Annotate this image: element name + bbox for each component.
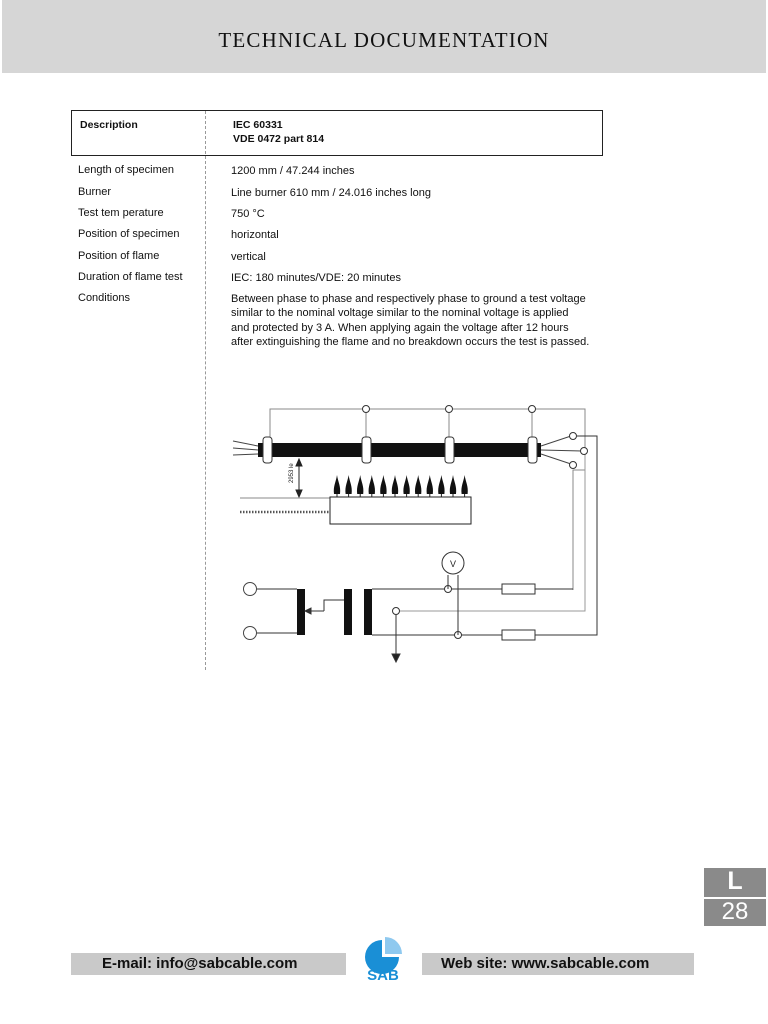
spec-label: Position of flame <box>78 250 160 262</box>
spec-row-conditions <box>78 292 608 352</box>
spec-value <box>231 164 611 178</box>
spec-value-line: Between phase to phase and respectively phase to ground a test voltage <box>231 293 586 305</box>
flame <box>403 475 409 494</box>
supply-terminals <box>244 583 257 640</box>
spec-value-line: horizontal <box>231 229 279 241</box>
footer-website[interactable]: Web site: www.sabcable.com <box>441 955 650 972</box>
flame <box>392 475 398 494</box>
footer-email[interactable]: E-mail: info@sabcable.com <box>102 955 298 972</box>
ground-wire <box>396 455 585 611</box>
sab-logo <box>346 934 422 986</box>
test-circuit-diagram <box>228 398 608 668</box>
spec-value-line: Line burner 610 mm / 24.016 inches long <box>231 187 431 199</box>
section-letter: L <box>727 867 743 895</box>
spec-value <box>231 207 611 221</box>
standard-iec: IEC 60331 <box>233 119 283 131</box>
spec-value <box>231 186 611 200</box>
spec-value-line: vertical <box>231 251 266 263</box>
distance-dimension <box>296 459 302 497</box>
voltmeter-wires <box>448 575 458 635</box>
transformer-slider <box>305 600 344 614</box>
spec-row-flame-duration <box>78 271 608 291</box>
page-number: 28 <box>721 898 749 925</box>
burner <box>240 497 471 524</box>
spec-row-burner <box>78 186 608 206</box>
spec-label: Burner <box>78 186 112 198</box>
standard-vde: VDE 0472 part 814 <box>233 133 325 145</box>
flame <box>461 475 467 494</box>
flame <box>427 475 433 494</box>
spec-row-specimen-position <box>78 228 608 248</box>
flame <box>334 475 340 494</box>
flame <box>450 475 456 494</box>
spec-value <box>231 271 611 285</box>
spec-value-line: and protected by 3 A. When applying again the voltage after 12 hours <box>231 321 569 334</box>
logo-text: SAB <box>367 967 399 984</box>
spec-label: Duration of flame test <box>78 271 183 283</box>
spec-value-line: after extinguishing the flame and no breakdown occurs the test is passed. <box>231 335 590 348</box>
page-tab <box>704 868 766 926</box>
flame <box>415 475 421 494</box>
cable-right-wires <box>541 436 582 464</box>
flame <box>369 475 375 494</box>
spec-value-line: 750 °C <box>231 208 265 220</box>
spec-row-temperature <box>78 207 608 227</box>
flame <box>345 475 351 494</box>
column-divider-header <box>205 111 206 154</box>
spec-label: Test tem perature <box>78 207 164 219</box>
spec-row-flame-position <box>78 250 608 270</box>
spec-row-length <box>78 164 608 184</box>
spec-value <box>231 228 611 242</box>
spec-value-line: IEC: 180 minutes/VDE: 20 minutes <box>231 272 401 284</box>
page-title: TECHNICAL DOCUMENTATION <box>218 28 550 52</box>
flame <box>380 475 386 494</box>
header-description-label: Description <box>80 119 138 131</box>
distance-label: 2953 le <box>289 463 295 483</box>
spec-value <box>231 292 611 349</box>
cable-specimen <box>233 433 597 636</box>
secondary-wires <box>372 589 573 635</box>
flame <box>438 475 444 494</box>
spec-value-line: 1200 mm / 47.244 inches <box>231 165 355 177</box>
flame <box>357 475 363 494</box>
secondary-terminals <box>393 586 462 639</box>
spec-label: Length of specimen <box>78 164 175 176</box>
spec-label: Position of specimen <box>78 228 180 240</box>
spec-table-header <box>71 110 603 156</box>
spec-label: Conditions <box>78 292 130 304</box>
cable-left-wires <box>233 441 258 455</box>
flame-row <box>334 475 468 497</box>
ground-arrow <box>392 615 400 662</box>
voltmeter-label: V <box>449 559 457 569</box>
supply-wires <box>257 589 297 633</box>
fuses <box>502 584 535 640</box>
spec-value <box>231 250 611 264</box>
spec-value-line: similar to the nominal voltage similar to the nominal voltage is applied <box>231 307 569 320</box>
